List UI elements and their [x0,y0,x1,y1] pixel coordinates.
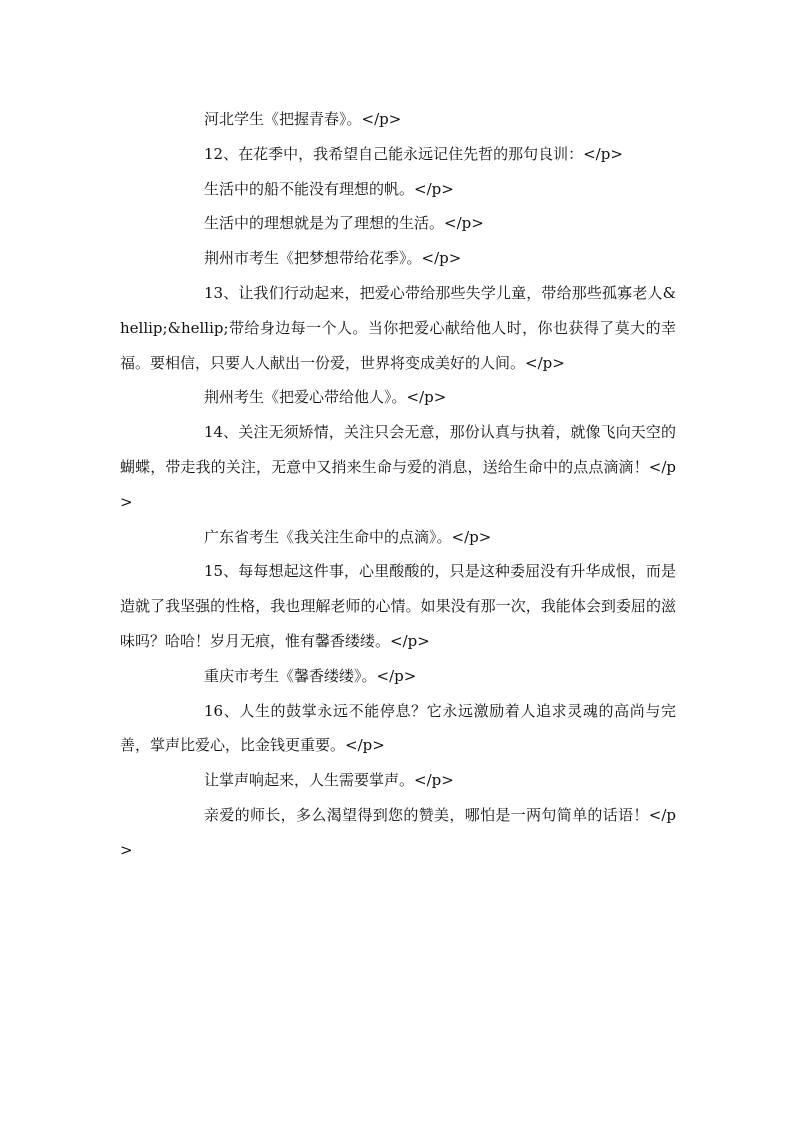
paragraph-16-line-3: 亲爱的师长，多么渴望得到您的赞美，哪怕是一两句简单的话语！</p> [120,805,676,859]
paragraph-12-line-3: 生活中的理想就是为了理想的生活。</p> [204,214,484,233]
paragraph-12-line-2: 生活中的船不能没有理想的帆。</p> [204,179,454,198]
paragraph-12: 12、在花季中，我希望自己能永远记住先哲的那句良训：</p> [204,144,623,163]
paragraph-13: 13、让我们行动起来，把爱心带给那些失学儿童，带给那些孤寡老人&hellip;&hellip;带给身边每一个人。当你把爱心献给他人时，你也获得了莫大的幸福。要相信，只要人人献出一份爱，世界将变成美好的人间。</p> [120,283,676,372]
paragraph-credit-guangdong: 广东省考生《我关注生命中的点滴》。</p> [204,527,492,546]
paragraph-15: 15、每每想起这件事，心里酸酸的，只是这种委屈没有升华成恨，而是造就了我坚强的性格，我也理解老师的心情。如果没有那一次，我能体会到委屈的滋味吗？哈哈！岁月无痕，惟有馨香缕缕。</p> [120,562,676,650]
paragraph-credit-jingzhou-city: 荆州市考生《把梦想带给花季》。</p> [204,249,462,268]
paragraph-credit-hebei: 河北学生《把握青春》。</p> [204,110,402,128]
document-body [120,102,676,868]
paragraph-14: 14、关注无须矫情，关注只会无意，那份认真与执着，就像飞向天空的蝴蝶，带走我的关注，无意中又捎来生命与爱的消息，送给生命中的点点滴滴！</p> [120,423,676,511]
paragraph-16: 16、人生的鼓掌永远不能停息？它永远激励着人追求灵魂的高尚与完善，掌声比爱心，比金钱更重要。</p> [120,701,676,755]
paragraph-credit-jingzhou: 荆州考生《把爱心带给他人》。</p> [204,388,447,407]
paragraph-16-line-2: 让掌声响起来，人生需要掌声。</p> [204,771,454,790]
paragraph-credit-chongqing: 重庆市考生《馨香缕缕》。</p> [204,666,417,685]
